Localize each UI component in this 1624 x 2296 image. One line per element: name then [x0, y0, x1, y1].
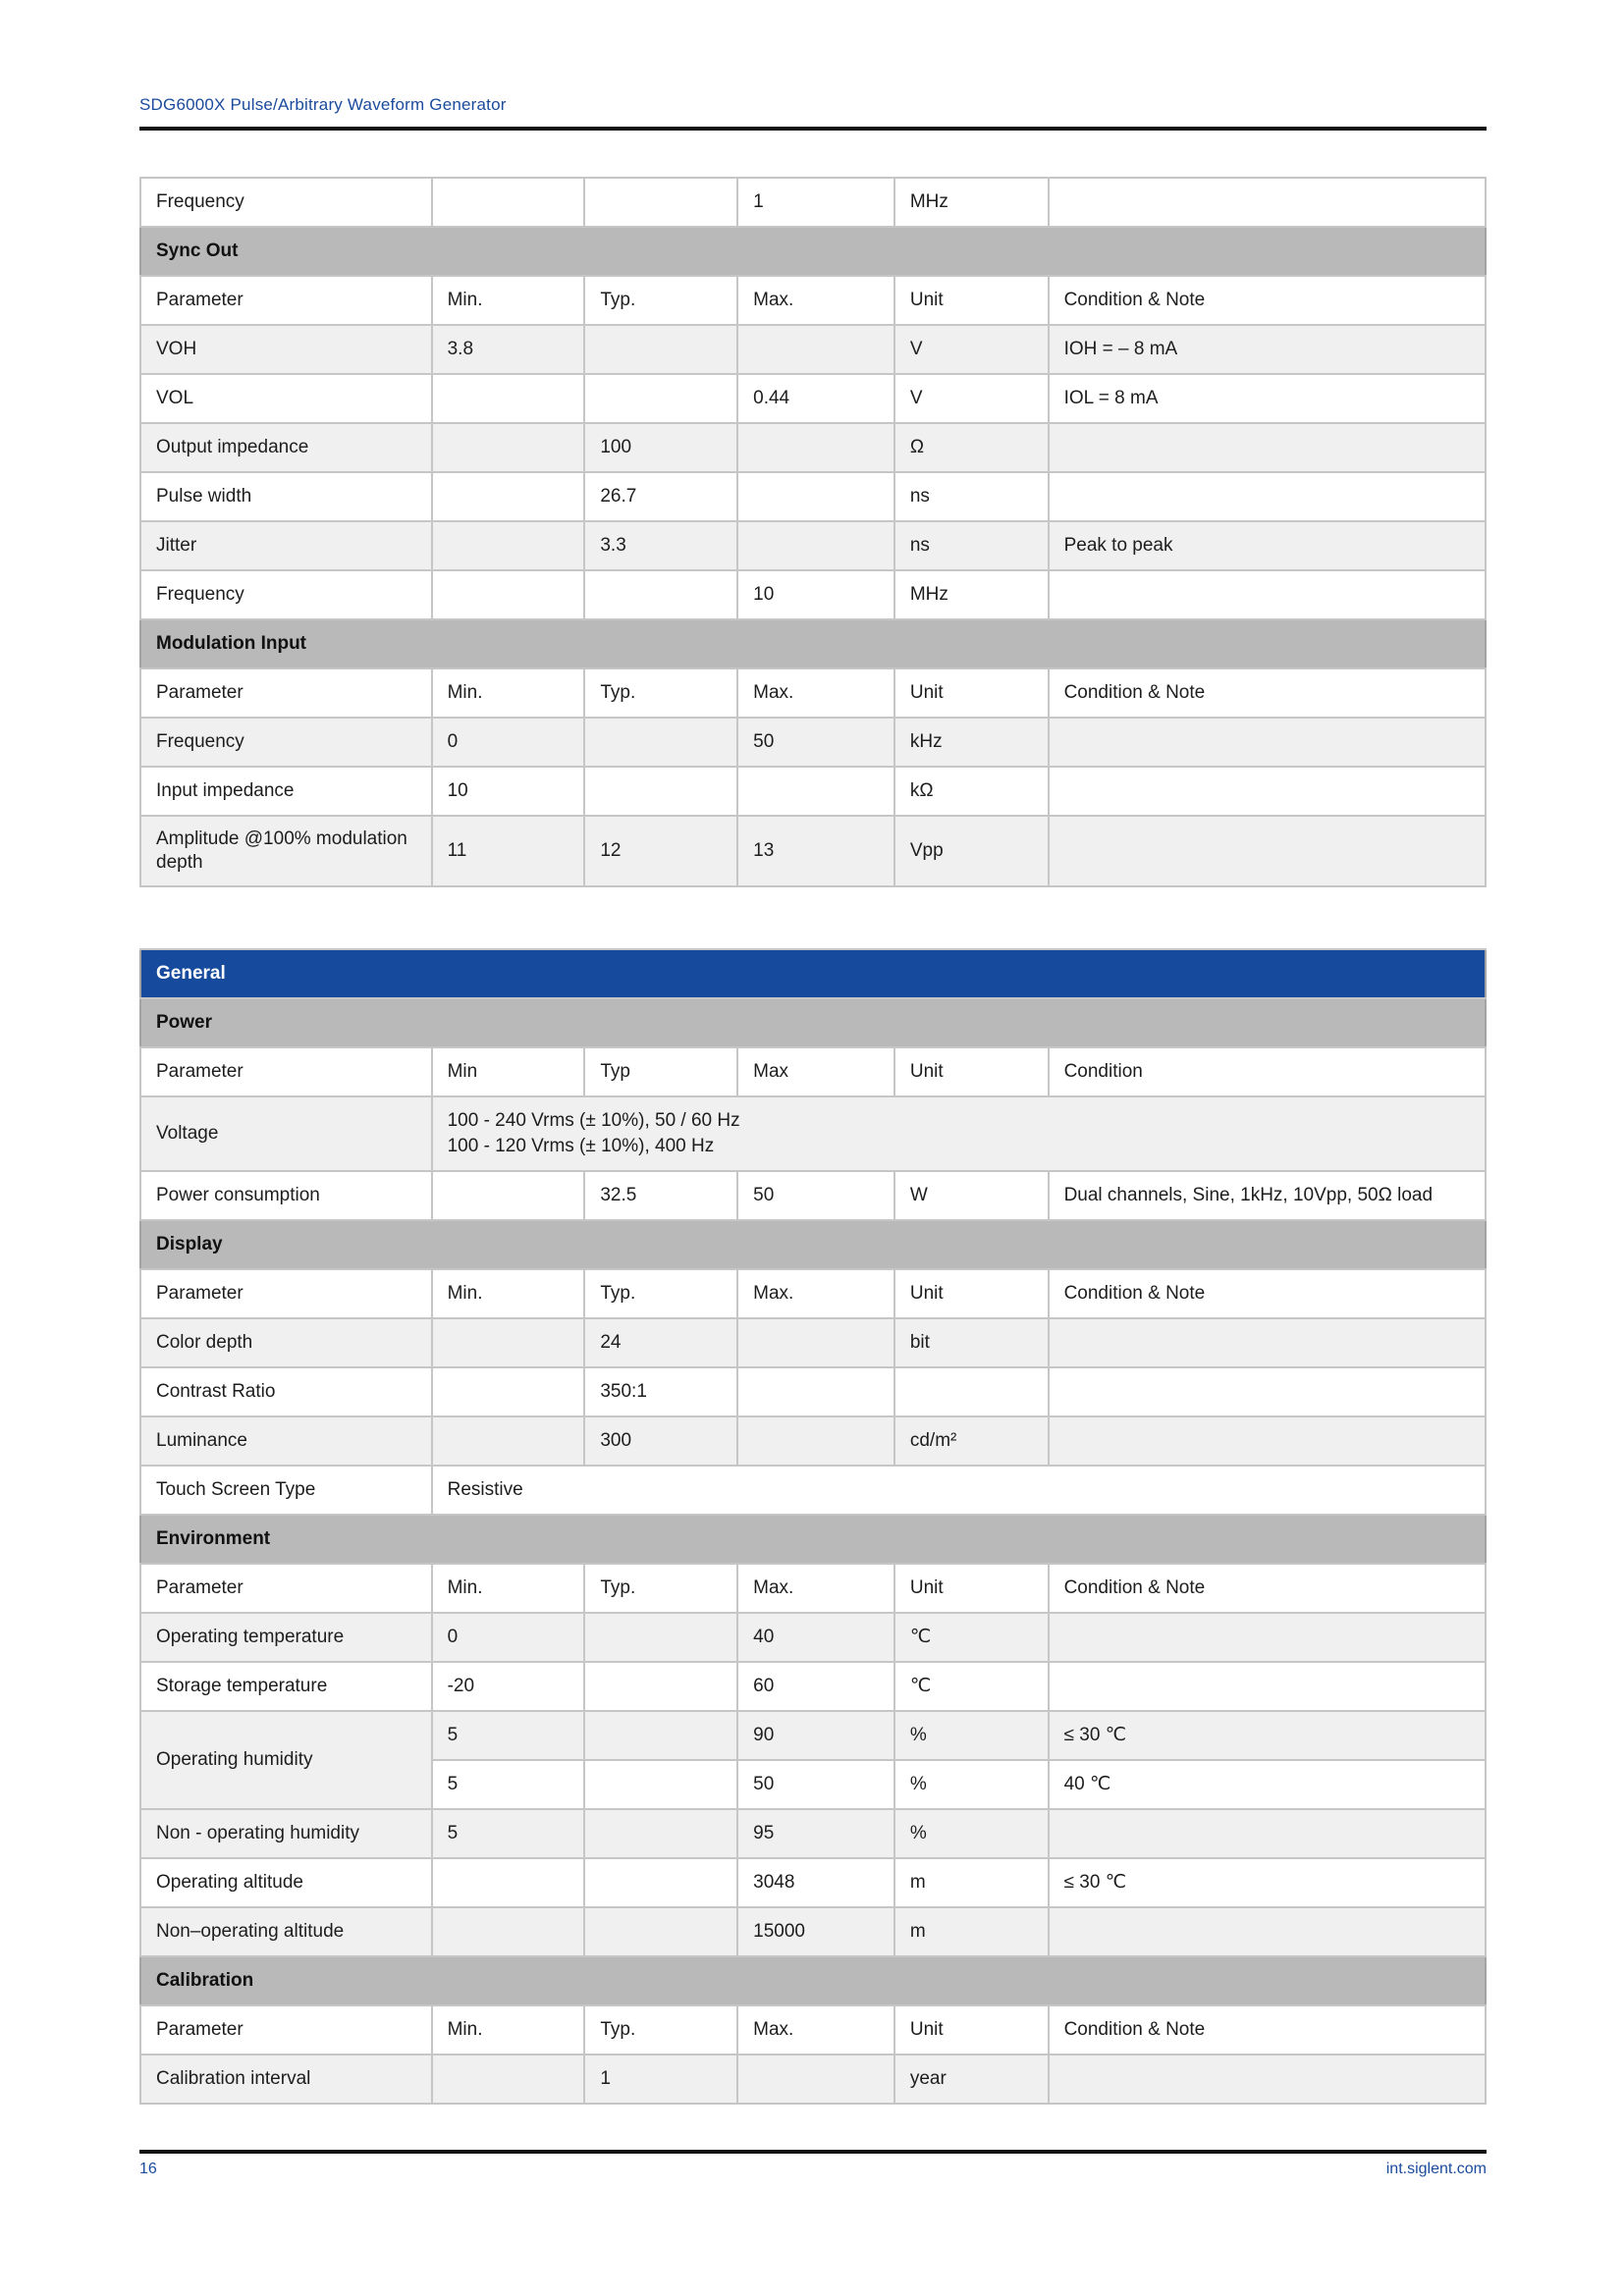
column-header-cell: Unit [894, 1564, 1049, 1613]
column-header-cell: Typ. [584, 1564, 737, 1613]
table-cell: VOH [140, 325, 432, 374]
table-cell: Output impedance [140, 423, 432, 472]
table-cell: 15000 [737, 1907, 894, 1956]
column-header-cell: Parameter [140, 276, 432, 325]
page-footer [139, 2150, 1487, 2178]
table-cell: kHz [894, 718, 1049, 767]
table-row [140, 325, 1486, 374]
column-header-cell: Parameter [140, 1269, 432, 1318]
table-cell [584, 1809, 737, 1858]
table-cell: 0 [432, 1613, 585, 1662]
table-cell: 12 [584, 816, 737, 886]
table-row [140, 816, 1486, 886]
siglent-site-link[interactable]: int.siglent.com [1385, 2161, 1487, 2177]
table-cell [1049, 2055, 1486, 2104]
column-header-cell: Max. [737, 276, 894, 325]
column-header-row [140, 668, 1486, 718]
table-cell [432, 1907, 585, 1956]
table-cell [1049, 570, 1486, 619]
table-row [140, 1613, 1486, 1662]
table-row [140, 1858, 1486, 1907]
column-header-cell: Max. [737, 1269, 894, 1318]
table-cell: Input impedance [140, 767, 432, 816]
table-cell [1049, 718, 1486, 767]
column-header-cell: Max. [737, 1564, 894, 1613]
table-cell: Operating temperature [140, 1613, 432, 1662]
table-cell: ℃ [894, 1613, 1049, 1662]
table-row [140, 1466, 1486, 1515]
table-row [140, 521, 1486, 570]
page-number: 16 [139, 2161, 157, 2177]
table-cell [432, 2055, 585, 2104]
table-cell: m [894, 1858, 1049, 1907]
table-cell [432, 1367, 585, 1416]
table-cell [584, 718, 737, 767]
column-header-cell: Unit [894, 1269, 1049, 1318]
table-cell [584, 1662, 737, 1711]
table-cell: IOH = – 8 mA [1049, 325, 1486, 374]
table-row [140, 374, 1486, 423]
table-cell: Color depth [140, 1318, 432, 1367]
table-cell [432, 178, 585, 227]
table-cell [737, 1416, 894, 1466]
section-header-row [140, 619, 1486, 668]
table-cell: 100 [584, 423, 737, 472]
table-cell: 26.7 [584, 472, 737, 521]
table-cell: 5 [432, 1760, 585, 1809]
cell-line: 100 - 240 Vrms (± 10%), 50 / 60 Hz [447, 1110, 740, 1131]
table-cell: 60 [737, 1662, 894, 1711]
column-header-cell: Condition [1049, 1047, 1486, 1096]
table-cell: 3.3 [584, 521, 737, 570]
column-header-cell: Condition & Note [1049, 668, 1486, 718]
table-cell [737, 325, 894, 374]
table-title-banner: General [140, 949, 1486, 998]
table-cell [432, 423, 585, 472]
table-cell: 350:1 [584, 1367, 737, 1416]
column-header-cell: Min. [432, 668, 585, 718]
table-cell: 0.44 [737, 374, 894, 423]
table-cell: Amplitude @100% modulation depth [140, 816, 432, 886]
table-cell: kΩ [894, 767, 1049, 816]
table-cell [1049, 1907, 1486, 1956]
section-header-label: Power [140, 998, 1486, 1047]
table-row [140, 1809, 1486, 1858]
column-header-cell: Typ [584, 1047, 737, 1096]
column-header-cell: Min. [432, 1564, 585, 1613]
table-row [140, 767, 1486, 816]
table-cell: Non - operating humidity [140, 1809, 432, 1858]
table-cell [1049, 1613, 1486, 1662]
table-row [140, 570, 1486, 619]
table-row [140, 1711, 1486, 1760]
sync-modulation-spec-table [139, 177, 1487, 887]
table-cell: 5 [432, 1809, 585, 1858]
table-cell: ns [894, 472, 1049, 521]
table-cell: Power consumption [140, 1171, 432, 1220]
column-header-row [140, 2005, 1486, 2055]
table-cell: Storage temperature [140, 1662, 432, 1711]
table-row [140, 1367, 1486, 1416]
column-header-cell: Max [737, 1047, 894, 1096]
table-cell: VOL [140, 374, 432, 423]
table-cell [584, 570, 737, 619]
table-cell [432, 570, 585, 619]
table-row [140, 2055, 1486, 2104]
section-header-row [140, 1515, 1486, 1564]
column-header-cell: Unit [894, 1047, 1049, 1096]
section-header-label: Calibration [140, 1956, 1486, 2005]
table-cell: Frequency [140, 570, 432, 619]
table-cell: 95 [737, 1809, 894, 1858]
table-cell [894, 1367, 1049, 1416]
table-cell: 10 [737, 570, 894, 619]
table-cell: Contrast Ratio [140, 1367, 432, 1416]
table-title-row [140, 949, 1486, 998]
table-cell: 50 [737, 1171, 894, 1220]
table-cell: 32.5 [584, 1171, 737, 1220]
table-cell [584, 325, 737, 374]
table-cell: % [894, 1760, 1049, 1809]
table-cell [432, 1318, 585, 1367]
table-cell: Non–operating altitude [140, 1907, 432, 1956]
table-cell: % [894, 1711, 1049, 1760]
table-cell: -20 [432, 1662, 585, 1711]
table-cell [737, 767, 894, 816]
table-row [140, 718, 1486, 767]
column-header-cell: Parameter [140, 1047, 432, 1096]
table-cell: 1 [737, 178, 894, 227]
header-rule [139, 127, 1487, 131]
section-header-label: Display [140, 1220, 1486, 1269]
table-cell [432, 1416, 585, 1466]
table-cell: m [894, 1907, 1049, 1956]
table-cell: 1 [584, 2055, 737, 2104]
footer-rule [139, 2150, 1487, 2154]
table-cell: 300 [584, 1416, 737, 1466]
table-row [140, 1416, 1486, 1466]
column-header-cell: Min [432, 1047, 585, 1096]
table-cell [1049, 472, 1486, 521]
table-cell [737, 521, 894, 570]
table-cell: V [894, 325, 1049, 374]
table-cell: W [894, 1171, 1049, 1220]
cell-line: 100 - 120 Vrms (± 10%), 400 Hz [447, 1136, 715, 1156]
section-header-label: Modulation Input [140, 619, 1486, 668]
table-row [140, 178, 1486, 227]
section-header-row [140, 998, 1486, 1047]
table-cell [584, 374, 737, 423]
column-header-cell: Typ. [584, 2005, 737, 2055]
table-cell: ≤ 30 ℃ [1049, 1858, 1486, 1907]
table-cell: 13 [737, 816, 894, 886]
column-header-cell: Typ. [584, 668, 737, 718]
table-cell [1049, 423, 1486, 472]
table-cell: 11 [432, 816, 585, 886]
table-cell: Voltage [140, 1096, 432, 1171]
general-spec-table [139, 948, 1487, 2105]
table-row [140, 1662, 1486, 1711]
table-row [140, 1907, 1486, 1956]
table-cell [737, 472, 894, 521]
table-cell [584, 1858, 737, 1907]
table-cell [1049, 1416, 1486, 1466]
table-cell: Pulse width [140, 472, 432, 521]
page-content [139, 0, 1487, 2105]
table-cell [1049, 1318, 1486, 1367]
document-header-title: SDG6000X Pulse/Arbitrary Waveform Generator [139, 95, 507, 114]
table-row [140, 1171, 1486, 1220]
table-cell [1049, 1662, 1486, 1711]
column-header-cell: Parameter [140, 668, 432, 718]
column-header-row [140, 1269, 1486, 1318]
table-cell: ns [894, 521, 1049, 570]
table-cell: ≤ 30 ℃ [1049, 1711, 1486, 1760]
table-cell [584, 178, 737, 227]
table-cell [432, 472, 585, 521]
table-cell: 5 [432, 1711, 585, 1760]
table-cell: V [894, 374, 1049, 423]
column-header-cell: Condition & Note [1049, 1564, 1486, 1613]
table-cell: % [894, 1809, 1049, 1858]
column-header-cell: Typ. [584, 1269, 737, 1318]
section-header-row [140, 1220, 1486, 1269]
column-header-cell: Unit [894, 2005, 1049, 2055]
table-cell: Operating altitude [140, 1858, 432, 1907]
column-header-row [140, 1564, 1486, 1613]
table-cell [432, 1171, 585, 1220]
table-cell: Ω [894, 423, 1049, 472]
table-cell [584, 767, 737, 816]
table-cell: cd/m² [894, 1416, 1049, 1466]
column-header-cell: Parameter [140, 2005, 432, 2055]
table-cell [432, 1096, 1486, 1171]
table-row [140, 1318, 1486, 1367]
column-header-cell: Parameter [140, 1564, 432, 1613]
table-cell: Touch Screen Type [140, 1466, 432, 1515]
column-header-cell: Condition & Note [1049, 1269, 1486, 1318]
table-cell: 3.8 [432, 325, 585, 374]
table-cell [432, 521, 585, 570]
table-cell [737, 423, 894, 472]
table-cell: MHz [894, 178, 1049, 227]
column-header-cell: Min. [432, 2005, 585, 2055]
section-header-label: Sync Out [140, 227, 1486, 276]
table-cell: ℃ [894, 1662, 1049, 1711]
table-cell: MHz [894, 570, 1049, 619]
table-cell: 40 ℃ [1049, 1760, 1486, 1809]
table-cell: 3048 [737, 1858, 894, 1907]
table-cell [1049, 816, 1486, 886]
table-cell [1049, 1367, 1486, 1416]
table-cell [584, 1760, 737, 1809]
table-cell: bit [894, 1318, 1049, 1367]
table-cell: Resistive [432, 1466, 1486, 1515]
column-header-row [140, 1047, 1486, 1096]
section-header-label: Environment [140, 1515, 1486, 1564]
table-cell: 50 [737, 1760, 894, 1809]
column-header-cell: Unit [894, 668, 1049, 718]
table-cell [1049, 1809, 1486, 1858]
table-cell: Frequency [140, 178, 432, 227]
table-cell: year [894, 2055, 1049, 2104]
table-cell: 40 [737, 1613, 894, 1662]
table-cell: Dual channels, Sine, 1kHz, 10Vpp, 50Ω load [1049, 1171, 1486, 1220]
table-row [140, 1096, 1486, 1171]
table-cell: 90 [737, 1711, 894, 1760]
table-cell: Calibration interval [140, 2055, 432, 2104]
table-cell: 0 [432, 718, 585, 767]
table-cell [737, 2055, 894, 2104]
column-header-cell: Min. [432, 1269, 585, 1318]
table-cell: Frequency [140, 718, 432, 767]
table-cell: Operating humidity [140, 1711, 432, 1809]
column-header-cell: Max. [737, 668, 894, 718]
table-cell [584, 1711, 737, 1760]
column-header-cell: Condition & Note [1049, 2005, 1486, 2055]
table-cell [1049, 178, 1486, 227]
table-cell: Vpp [894, 816, 1049, 886]
table-cell [432, 1858, 585, 1907]
section-header-row [140, 1956, 1486, 2005]
table-cell: Peak to peak [1049, 521, 1486, 570]
column-header-cell: Typ. [584, 276, 737, 325]
table-cell: IOL = 8 mA [1049, 374, 1486, 423]
table-cell: 10 [432, 767, 585, 816]
table-cell: Luminance [140, 1416, 432, 1466]
column-header-cell: Unit [894, 276, 1049, 325]
table-cell: Jitter [140, 521, 432, 570]
table-cell: 24 [584, 1318, 737, 1367]
table-cell [1049, 767, 1486, 816]
table-cell [737, 1367, 894, 1416]
column-header-cell: Min. [432, 276, 585, 325]
column-header-cell: Condition & Note [1049, 276, 1486, 325]
column-header-cell: Max. [737, 2005, 894, 2055]
column-header-row [140, 276, 1486, 325]
table-row [140, 423, 1486, 472]
table-cell [737, 1318, 894, 1367]
section-header-row [140, 227, 1486, 276]
table-row [140, 472, 1486, 521]
table-cell [584, 1907, 737, 1956]
table-cell [584, 1613, 737, 1662]
table-cell: 50 [737, 718, 894, 767]
table-cell [432, 374, 585, 423]
